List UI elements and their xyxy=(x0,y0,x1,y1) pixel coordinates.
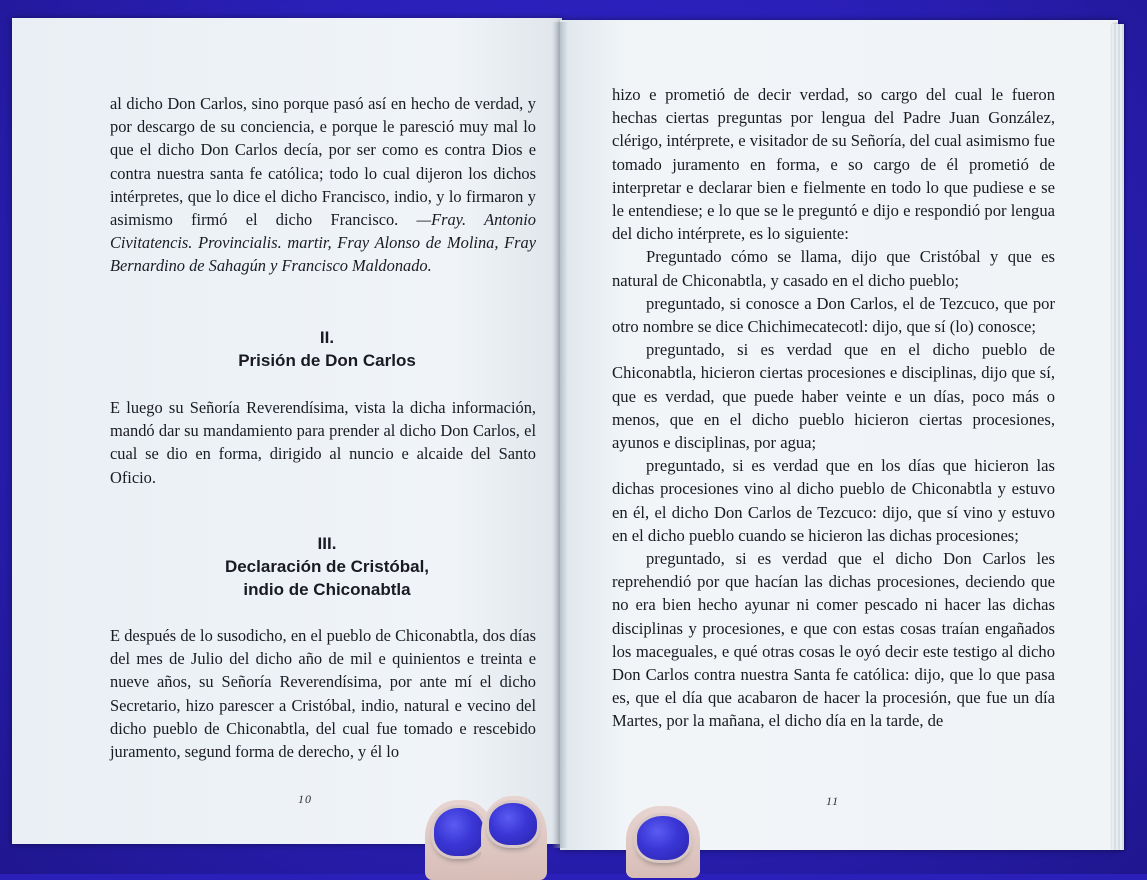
section-3-title-line-1: Declaración de Cristóbal, xyxy=(224,557,430,576)
section-2-body xyxy=(110,396,536,489)
left-page-number: 10 xyxy=(298,792,312,806)
fingernail-2 xyxy=(489,803,537,845)
question-1: Preguntado cómo se llama, dijo que Cristóbal y que es natural de Chiconabtla, y casado en el dicho pueblo; xyxy=(612,247,1055,290)
section-3-title-line-2: indio de Chiconabtla xyxy=(243,580,411,599)
fingernail-1 xyxy=(434,808,484,856)
left-paragraph-1-text: al dicho Don Carlos, sino porque pasó así en hecho de verdad, y por descargo de su conciencia, e porque le paresció muy mal lo que el dicho Don Carlos decía, por ser como es contra Dios e contra nuestra santa fe católica; todo lo cual dijeron los dichos intérpretes, que lo dice el dicho Francisco, indio, y lo firmaron y asimismo firmó el dicho Francisco. xyxy=(110,94,536,230)
right-paragraph-1: hizo e prometió de decir verdad, so cargo del cual le fueron hechas ciertas preguntas por lengua del Padre Juan González, clérigo, intérprete, e visitador de su Señoría, del cual asimismo fue tomado juramento en forma, e so cargo de él prometió de interpretar e declarar bien e fielmente en todo lo que pudiese e se le entendiese; e lo que se le preguntó e dijo e respondió por lengua del dicho intérprete, es lo siguiente: xyxy=(612,85,1055,244)
fingernail-3 xyxy=(637,816,689,860)
section-3-heading xyxy=(110,532,544,601)
book-spine xyxy=(552,22,568,848)
section-3-number: III. xyxy=(317,534,337,553)
section-2-title: Prisión de Don Carlos xyxy=(238,351,416,370)
right-page-number: 11 xyxy=(826,794,840,808)
question-3: preguntado, si es verdad que en el dicho pueblo de Chiconabtla, hicieron ciertas procesiones e disciplinas, dijo que sí, que es verdad, que puede haber veinte e un días, poco más o menos, que en el dicho pueblo hicieron ciertas procesiones, ayunos e disciplinas, por agua; xyxy=(612,340,1055,453)
section-3-body xyxy=(110,624,536,763)
question-4: preguntado, si es verdad que en los días que hicieron las dichas procesiones vino al dicho pueblo de Chiconabtla y estuvo en él, el dicho Don Carlos de Tezcuco: dijo, que sí vino y estuvo en el dicho pueblo cuando se hicieron las dichas procesiones; xyxy=(612,456,1055,545)
section-2-heading xyxy=(110,326,544,372)
section-2-text: E luego su Señoría Reverendísima, vista la dicha información, mandó dar su mandamiento para prender al dicho Don Carlos, el cual se dio en forma, dirigido al nuncio e alcaide del Santo Oficio. xyxy=(110,398,536,487)
right-page-body xyxy=(612,83,1055,733)
section-2-number: II. xyxy=(319,328,335,347)
section-3-text: E después de lo susodicho, en el pueblo de Chiconabtla, dos días del mes de Julio del dicho año de mil e quinientos e treinta e nueve años, su Señoría Reverendísima, por ante mí el dicho Secretario, hizo parescer a Cristóbal, indio, natural e vecino del dicho pueblo de Chiconabtla, del cual fue tomado e rescebido juramento, segund forma de derecho, y él lo xyxy=(110,626,536,762)
left-paragraph-1-signatures: —Fray. Antonio Civitatencis. Provincialis. martir, Fray Alonso de Molina, Fray Bernardino de Sahagún y Francisco Maldonado. xyxy=(110,210,536,276)
question-5: preguntado, si es verdad que el dicho Don Carlos les reprehendió por que hacían las dichas procesiones, deciendo que no era bien hecho ayunar ni comer pescado ni hacer las dichas disciplinas y procesiones, e que con estas cosas traían engañados los maceguales, e qué otras cosas le oyó decir este testigo al dicho Don Carlos contra nuestra Santa fe católica: dijo, que lo que pasa es, que el día que acabaron de hacer la procesión, que fue un día Martes, por la mañana, el dicho día en la tarde, de xyxy=(612,549,1055,731)
question-2: preguntado, si conosce a Don Carlos, el de Tezcuco, que por otro nombre se dice Chichimecatecotl: dijo, que sí (lo) conosce; xyxy=(612,293,1055,337)
page-edges xyxy=(1112,24,1124,850)
left-paragraph-1 xyxy=(110,92,536,278)
